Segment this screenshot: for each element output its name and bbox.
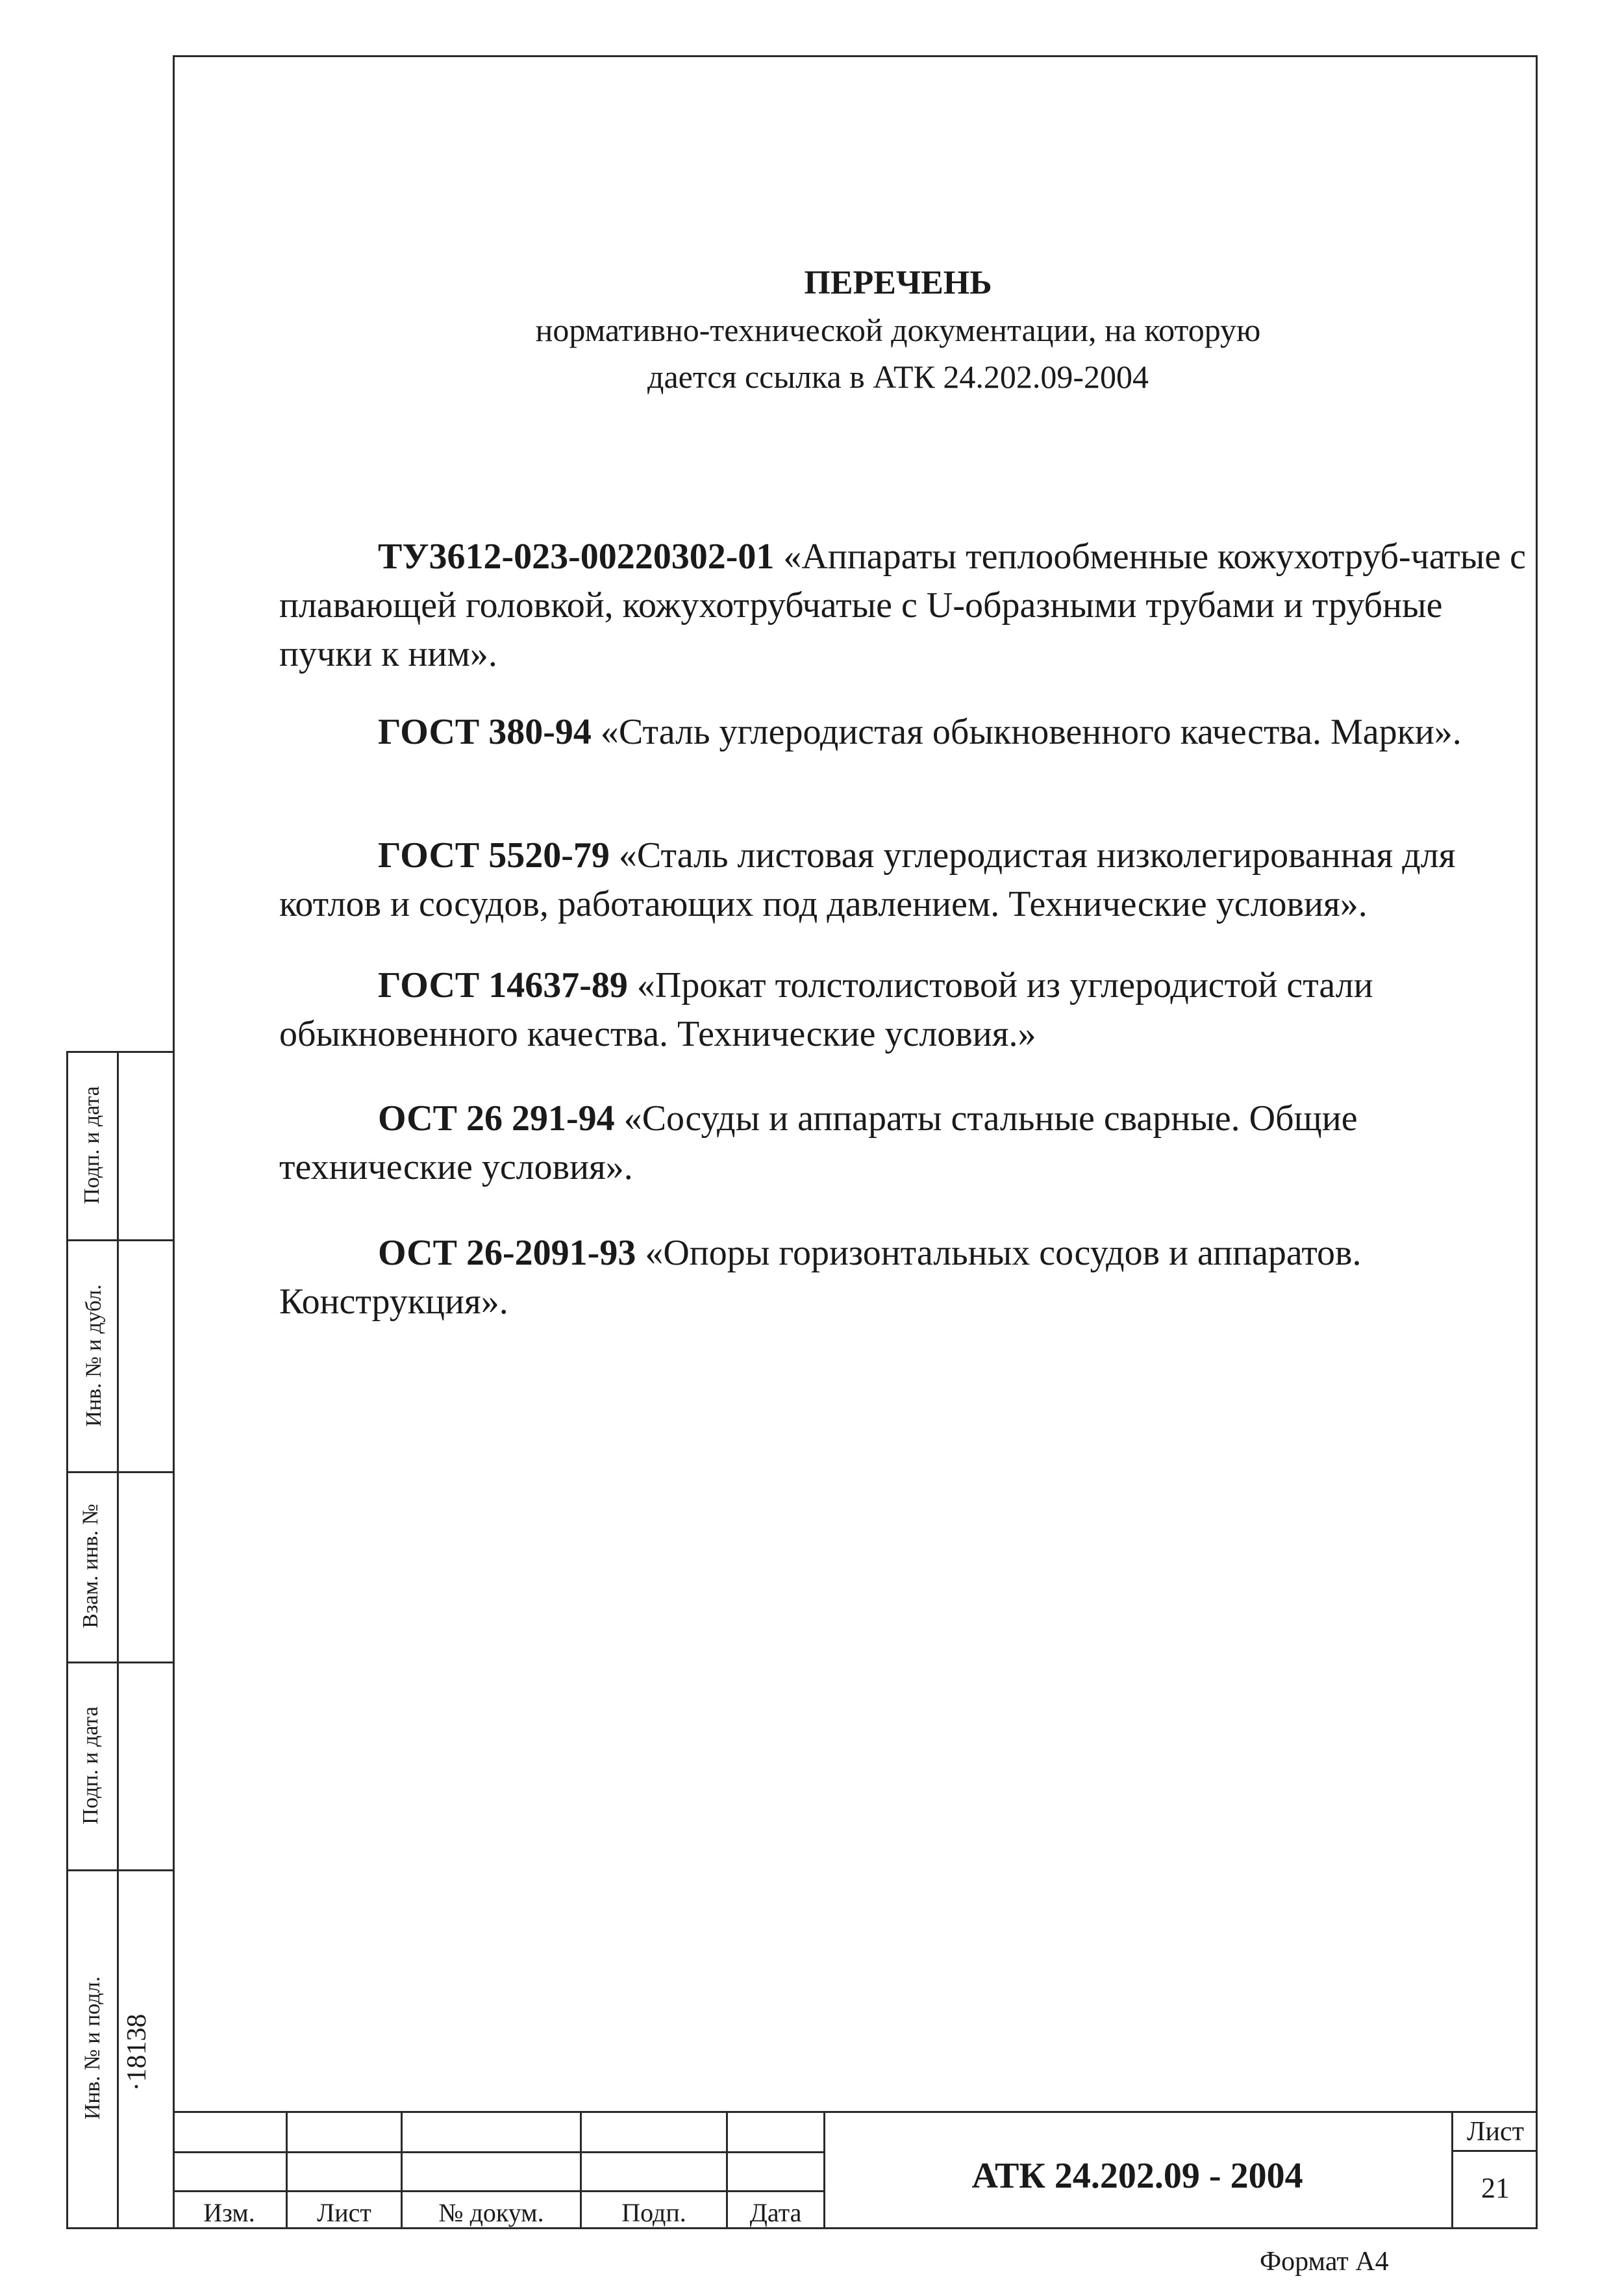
side-stamp-line [66, 1869, 174, 1871]
reference-code: ГОСТ 14637-89 [378, 965, 628, 1005]
side-stamp-divider [117, 1051, 119, 2229]
reference-text: «Опоры горизонтальных сосудов и аппаратов. Конструкция». [279, 1233, 1362, 1322]
reference-text: «Сосуды и аппараты стальные сварные. Общие технические условия». [279, 1098, 1358, 1187]
reference-text: «Аппараты теплообменные кожухотруб-чатые с плавающей головкой, кожухотрубчатые с U-образными трубами и трубные пучки к ним». [279, 537, 1527, 674]
reference-item [279, 831, 1542, 929]
sheet-box-divider [1451, 2150, 1538, 2152]
reference-code: ГОСТ 380-94 [378, 712, 592, 752]
sheet-label: Лист [1467, 2117, 1524, 2147]
frame-top [173, 55, 1538, 57]
side-label-inv-orig: Инв. № и подл. [81, 1976, 105, 2120]
reference-code: ОСТ 26 291-94 [378, 1098, 615, 1139]
reference-code: ГОСТ 5520-79 [378, 835, 610, 876]
side-label-replace-inv: Взам. инв. № [79, 1504, 103, 1628]
format-label: Формат А4 [1260, 2247, 1389, 2277]
col-header-date: Дата [749, 2198, 802, 2227]
reference-code: ТУ3612-023-00220302-01 [378, 537, 775, 577]
subtitle-line-1: нормативно-технической документации, на которую [535, 312, 1261, 348]
subtitle-line-2: дается ссылка в АТК 24.202.09-2004 [647, 359, 1149, 395]
sheet-number: 21 [1481, 2172, 1510, 2204]
reference-item [279, 533, 1542, 679]
title-block-top [173, 2111, 1538, 2113]
reference-item [279, 1229, 1542, 1326]
reference-item [279, 961, 1542, 1059]
reference-item [279, 1094, 1542, 1192]
col-header-doc-number: № докум. [438, 2198, 544, 2227]
side-label-sign-date-1: Подп. и дата [80, 1086, 104, 1204]
side-stamp-left [66, 1051, 68, 2229]
reference-text: «Сталь листовая углеродистая низколегированная для котлов и сосудов, работающих под давлением. Технические условия». [279, 835, 1456, 924]
col-header-signature: Подп. [621, 2198, 686, 2227]
reference-text: «Прокат толстолистовой из углеродистой стали обыкновенного качества. Технические условия.» [279, 965, 1373, 1054]
side-label-sign-date-2: Подп. и дата [79, 1706, 103, 1825]
inventory-number: ·18138 [122, 2014, 152, 2091]
col-header-sheet: Лист [317, 2198, 371, 2227]
side-label-inv-dupl: Инв. № и дубл. [82, 1284, 106, 1427]
side-stamp-line [66, 1239, 174, 1241]
reference-item [279, 708, 1542, 757]
reference-code: ОСТ 26-2091-93 [378, 1233, 636, 1273]
page-title: ПЕРЕЧЕНЬ [804, 264, 992, 301]
side-stamp-line [66, 1662, 174, 1663]
document-code: АТК 24.202.09 - 2004 [971, 2156, 1303, 2196]
col-header-change: Изм. [203, 2198, 255, 2227]
reference-text: «Сталь углеродистая обыкновенного качества. Марки». [591, 712, 1462, 752]
